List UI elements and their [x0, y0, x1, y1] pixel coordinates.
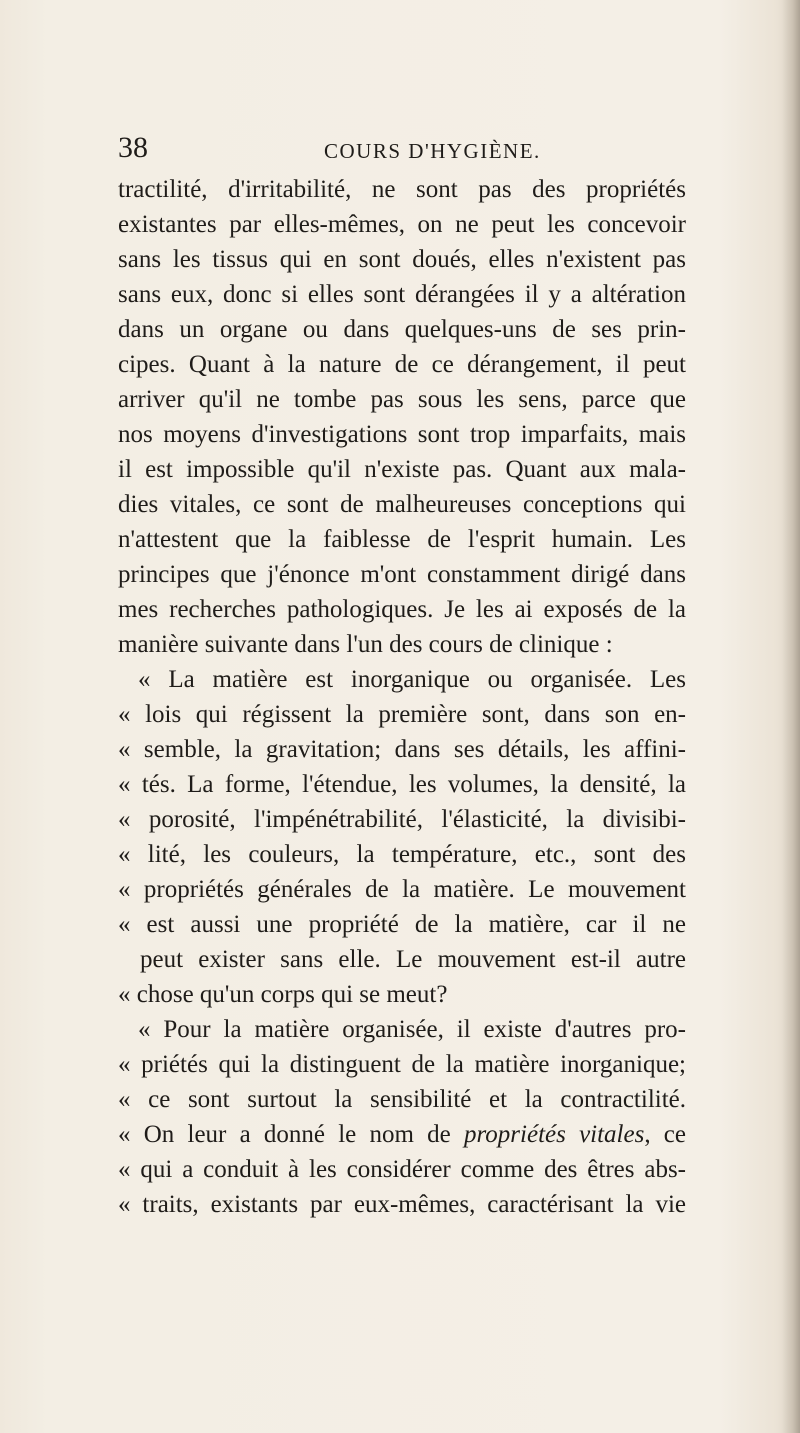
quote-line: « tés. La forme, l'étendue, les volumes, la densité, la — [118, 771, 686, 798]
text-line: dans un organe ou dans quelques-uns de ses prin- — [118, 316, 686, 343]
page-number: 38 — [118, 131, 148, 164]
italic-phrase: propriétés vitales — [464, 1121, 645, 1148]
text-line: sans les tissus qui en sont doués, elles n'existent pas — [118, 246, 686, 273]
text-line: n'attestent que la faiblesse de l'esprit humain. Les — [118, 526, 686, 553]
quote-line: « semble, la gravitation; dans ses détails, les affini- — [118, 736, 686, 763]
text-line: cipes. Quant à la nature de ce dérangement, il peut — [118, 351, 686, 378]
quote-line: « lois qui régissent la première sont, dans son en- — [118, 701, 686, 728]
quote-line: « propriétés générales de la matière. Le mouvement — [118, 876, 686, 903]
text-line: il est impossible qu'il n'existe pas. Quant aux mala- — [118, 456, 686, 483]
quote-line: « traits, existants par eux-mêmes, caractérisant la vie — [118, 1191, 686, 1218]
quote-line-part: « On leur a donné le nom de — [118, 1121, 451, 1148]
quote-line: peut exister sans elle. Le mouvement est-il autre — [140, 946, 686, 973]
quote-line: « priétés qui la distinguent de la matière inorganique; — [118, 1051, 686, 1078]
running-head: COURS D'HYGIÈNE. — [324, 139, 541, 163]
text-line: sans eux, donc si elles sont dérangées il y a altération — [118, 281, 686, 308]
quote-line: « lité, les couleurs, la température, etc., sont des — [118, 841, 686, 868]
quote-line — [118, 1117, 686, 1152]
quote-line: « ce sont surtout la sensibilité et la contractilité. — [118, 1086, 686, 1113]
text-line: arriver qu'il ne tombe pas sous les sens, parce que — [118, 386, 686, 413]
text-line: dies vitales, ce sont de malheureuses conceptions qui — [118, 491, 686, 518]
text-line: nos moyens d'investigations sont trop imparfaits, mais — [118, 421, 686, 448]
quote-line: « La matière est inorganique ou organisée. Les — [138, 666, 686, 693]
page-edge-shadow — [782, 0, 800, 1433]
quote-line-part: , ce — [644, 1121, 686, 1148]
quote-line: « est aussi une propriété de la matière, car il ne — [118, 911, 686, 938]
text-line: mes recherches pathologiques. Je les ai exposés de la — [118, 596, 686, 623]
quote-line: « qui a conduit à les considérer comme des êtres abs- — [118, 1156, 686, 1183]
quote-line: « Pour la matière organisée, il existe d'autres pro- — [138, 1016, 686, 1043]
body-text — [118, 172, 686, 1222]
text-line: tractilité, d'irritabilité, ne sont pas des propriétés — [118, 176, 686, 203]
text-line: manière suivante dans l'un des cours de clinique : — [118, 631, 613, 658]
text-line: existantes par elles-mêmes, on ne peut les concevoir — [118, 211, 686, 238]
text-line: principes que j'énonce m'ont constamment dirigé dans — [118, 561, 686, 588]
page-header — [118, 130, 688, 170]
quote-line: « chose qu'un corps qui se meut? — [118, 981, 448, 1008]
quote-line: « porosité, l'impénétrabilité, l'élasticité, la divisibi- — [118, 806, 686, 833]
